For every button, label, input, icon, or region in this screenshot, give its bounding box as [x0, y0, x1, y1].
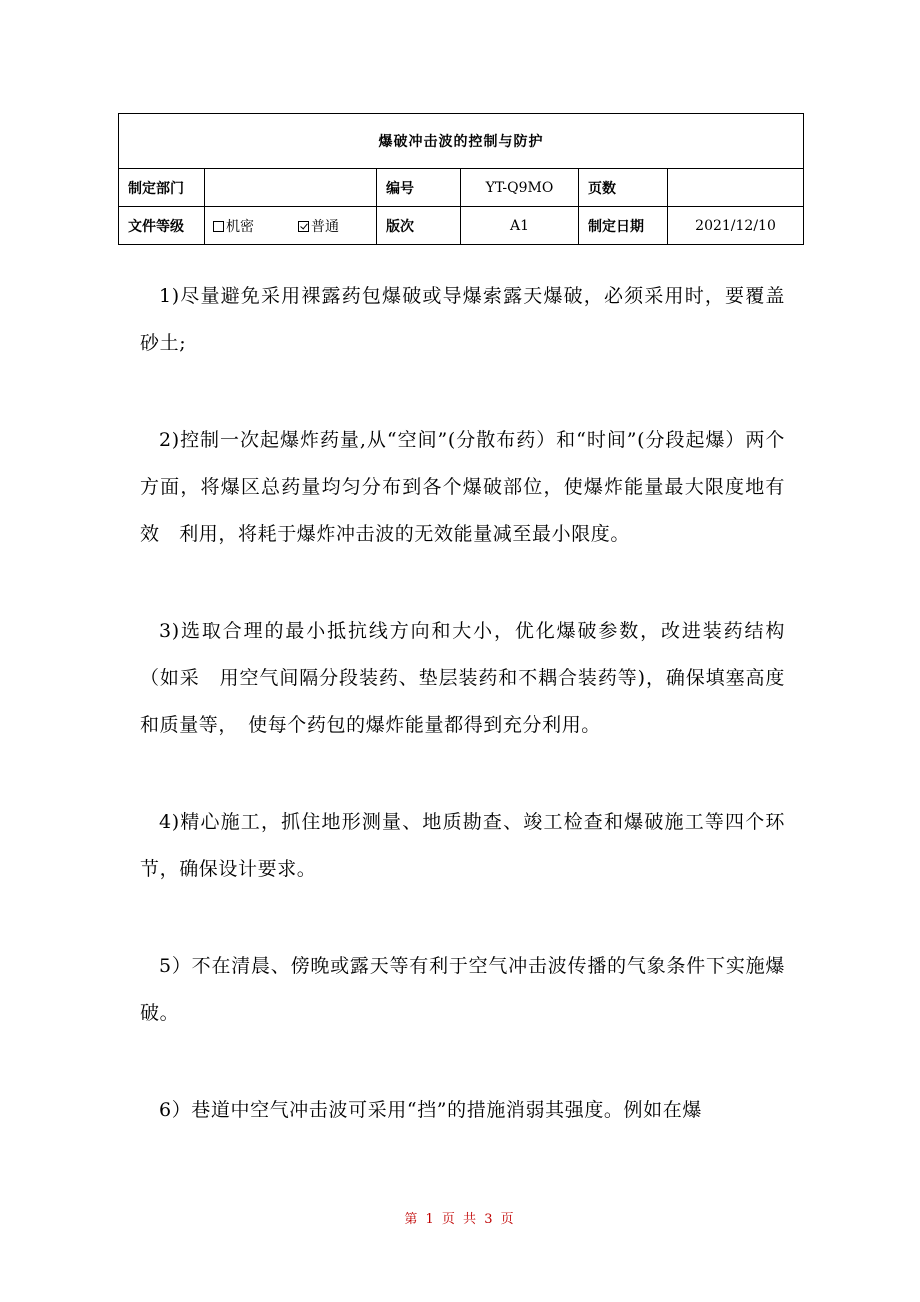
paragraph-5: 5）不在清晨、傍晚或露天等有利于空气冲击波传播的气象条件下实施爆破。: [140, 955, 785, 1024]
document-title: 爆破冲击波的控制与防护: [119, 114, 804, 169]
paragraph-1: 1)尽量避免采用裸露药包爆破或导爆索露天爆破，必须采用时，要覆盖砂土;: [140, 285, 785, 354]
paragraph-4: 4)精心施工，抓住地形测量、地质勘查、竣工检查和爆破施工等四个环节，确保设计要求。: [140, 811, 785, 880]
grade-option-confidential: [213, 216, 254, 236]
checked-box-icon: [298, 221, 309, 232]
date-label: 制定日期: [579, 207, 668, 245]
grade-option-normal-label: 普通: [311, 218, 339, 235]
dept-value: [205, 169, 377, 207]
code-label: 编号: [377, 169, 461, 207]
pages-label: 页数: [579, 169, 668, 207]
dept-label: 制定部门: [119, 169, 205, 207]
unchecked-box-icon: [213, 221, 224, 232]
document-body: [140, 273, 805, 1134]
code-value: YT-Q9MO: [461, 169, 579, 207]
paragraph-2: 2)控制一次起爆炸药量,从“空间”(分散布药）和“时间”(分段起爆）两个 方面，将爆区总药量均匀分布到各个爆破部位，使爆炸能量最大限度地有效 利用，将耗于爆炸冲击波的无效能量减至最小限度。: [140, 429, 805, 545]
grade-option-confidential-label: 机密: [226, 218, 254, 235]
paragraph-3: 3)选取合理的最小抵抗线方向和大小，优化爆破参数，改进装药结构（如采 用空气间隔分段装药、垫层装药和不耦合装药等)，确保填塞高度和质量等， 使每个药包的爆炸能量都得到充分利用。: [140, 620, 785, 736]
version-label: 版次: [377, 207, 461, 245]
pages-value: [668, 169, 804, 207]
page-footer: 第 1 页 共 3 页: [404, 1212, 516, 1227]
grade-option-normal: [298, 216, 339, 236]
grade-options: [205, 207, 377, 245]
version-value: A1: [461, 207, 579, 245]
grade-label: 文件等级: [119, 207, 205, 245]
date-value: 2021/12/10: [668, 207, 804, 245]
paragraph-6: 6）巷道中空气冲击波可采用“挡”的措施消弱其强度。例如在爆: [159, 1099, 702, 1121]
document-header-table: [118, 113, 804, 245]
